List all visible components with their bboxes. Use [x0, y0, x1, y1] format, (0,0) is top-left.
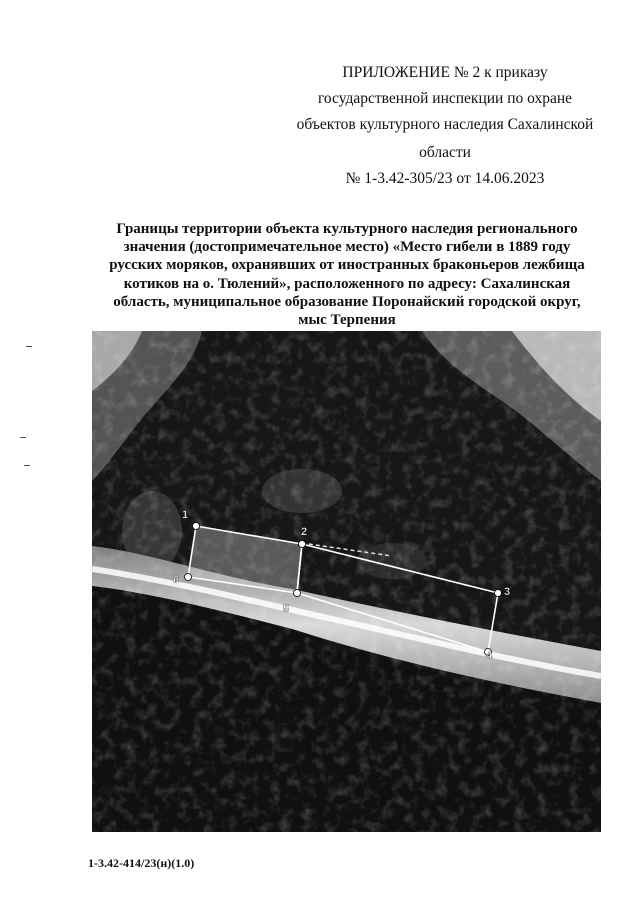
header-order-number: № 1-3.42-305/23 от 14.06.2023	[345, 170, 545, 187]
boundary-vertex	[294, 590, 301, 597]
title-line-1: Границы территории объекта культурного наследия регионального	[116, 221, 578, 237]
map-svg	[92, 331, 601, 832]
point-label-5: 5	[283, 603, 290, 615]
margin-mark	[24, 465, 30, 466]
point-label-1: 1	[182, 509, 189, 521]
title-line-3: русских моряков, охранявших от иностранных браконьеров лежбища	[109, 257, 585, 274]
boundary-vertex	[299, 541, 306, 548]
point-label-3: 3	[504, 586, 511, 598]
title-line-5: область, муниципальное образование Поронайский городской округ,	[113, 293, 581, 310]
point-label-6: 6	[173, 574, 180, 586]
header-line-1: ПРИЛОЖЕНИЕ № 2 к приказу	[342, 64, 548, 81]
boundary-vertex	[193, 523, 200, 530]
boundary-vertex	[495, 590, 502, 597]
margin-mark	[20, 437, 26, 438]
document-title	[92, 220, 602, 329]
header-line-3: объектов культурного наследия Сахалинской	[296, 116, 594, 133]
title-line-2: значения (достопримечательное место) «Место гибели в 1889 году	[123, 239, 571, 256]
title-line-4: котиков на о. Тюлений», расположенного по адресу: Сахалинская	[123, 275, 571, 292]
margin-mark	[26, 346, 32, 347]
satellite-map	[92, 331, 601, 832]
title-line-6: мыс Терпения	[298, 312, 396, 329]
header-line-2: государственной инспекции по охране	[317, 90, 573, 107]
image-grain	[92, 331, 601, 832]
document-code: 1-3.42-414/23(н)(1.0)	[88, 856, 195, 870]
point-label-4: 4	[486, 650, 493, 662]
header-line-4: области	[419, 144, 471, 161]
point-label-2: 2	[301, 526, 308, 538]
boundary-vertex	[185, 574, 192, 581]
